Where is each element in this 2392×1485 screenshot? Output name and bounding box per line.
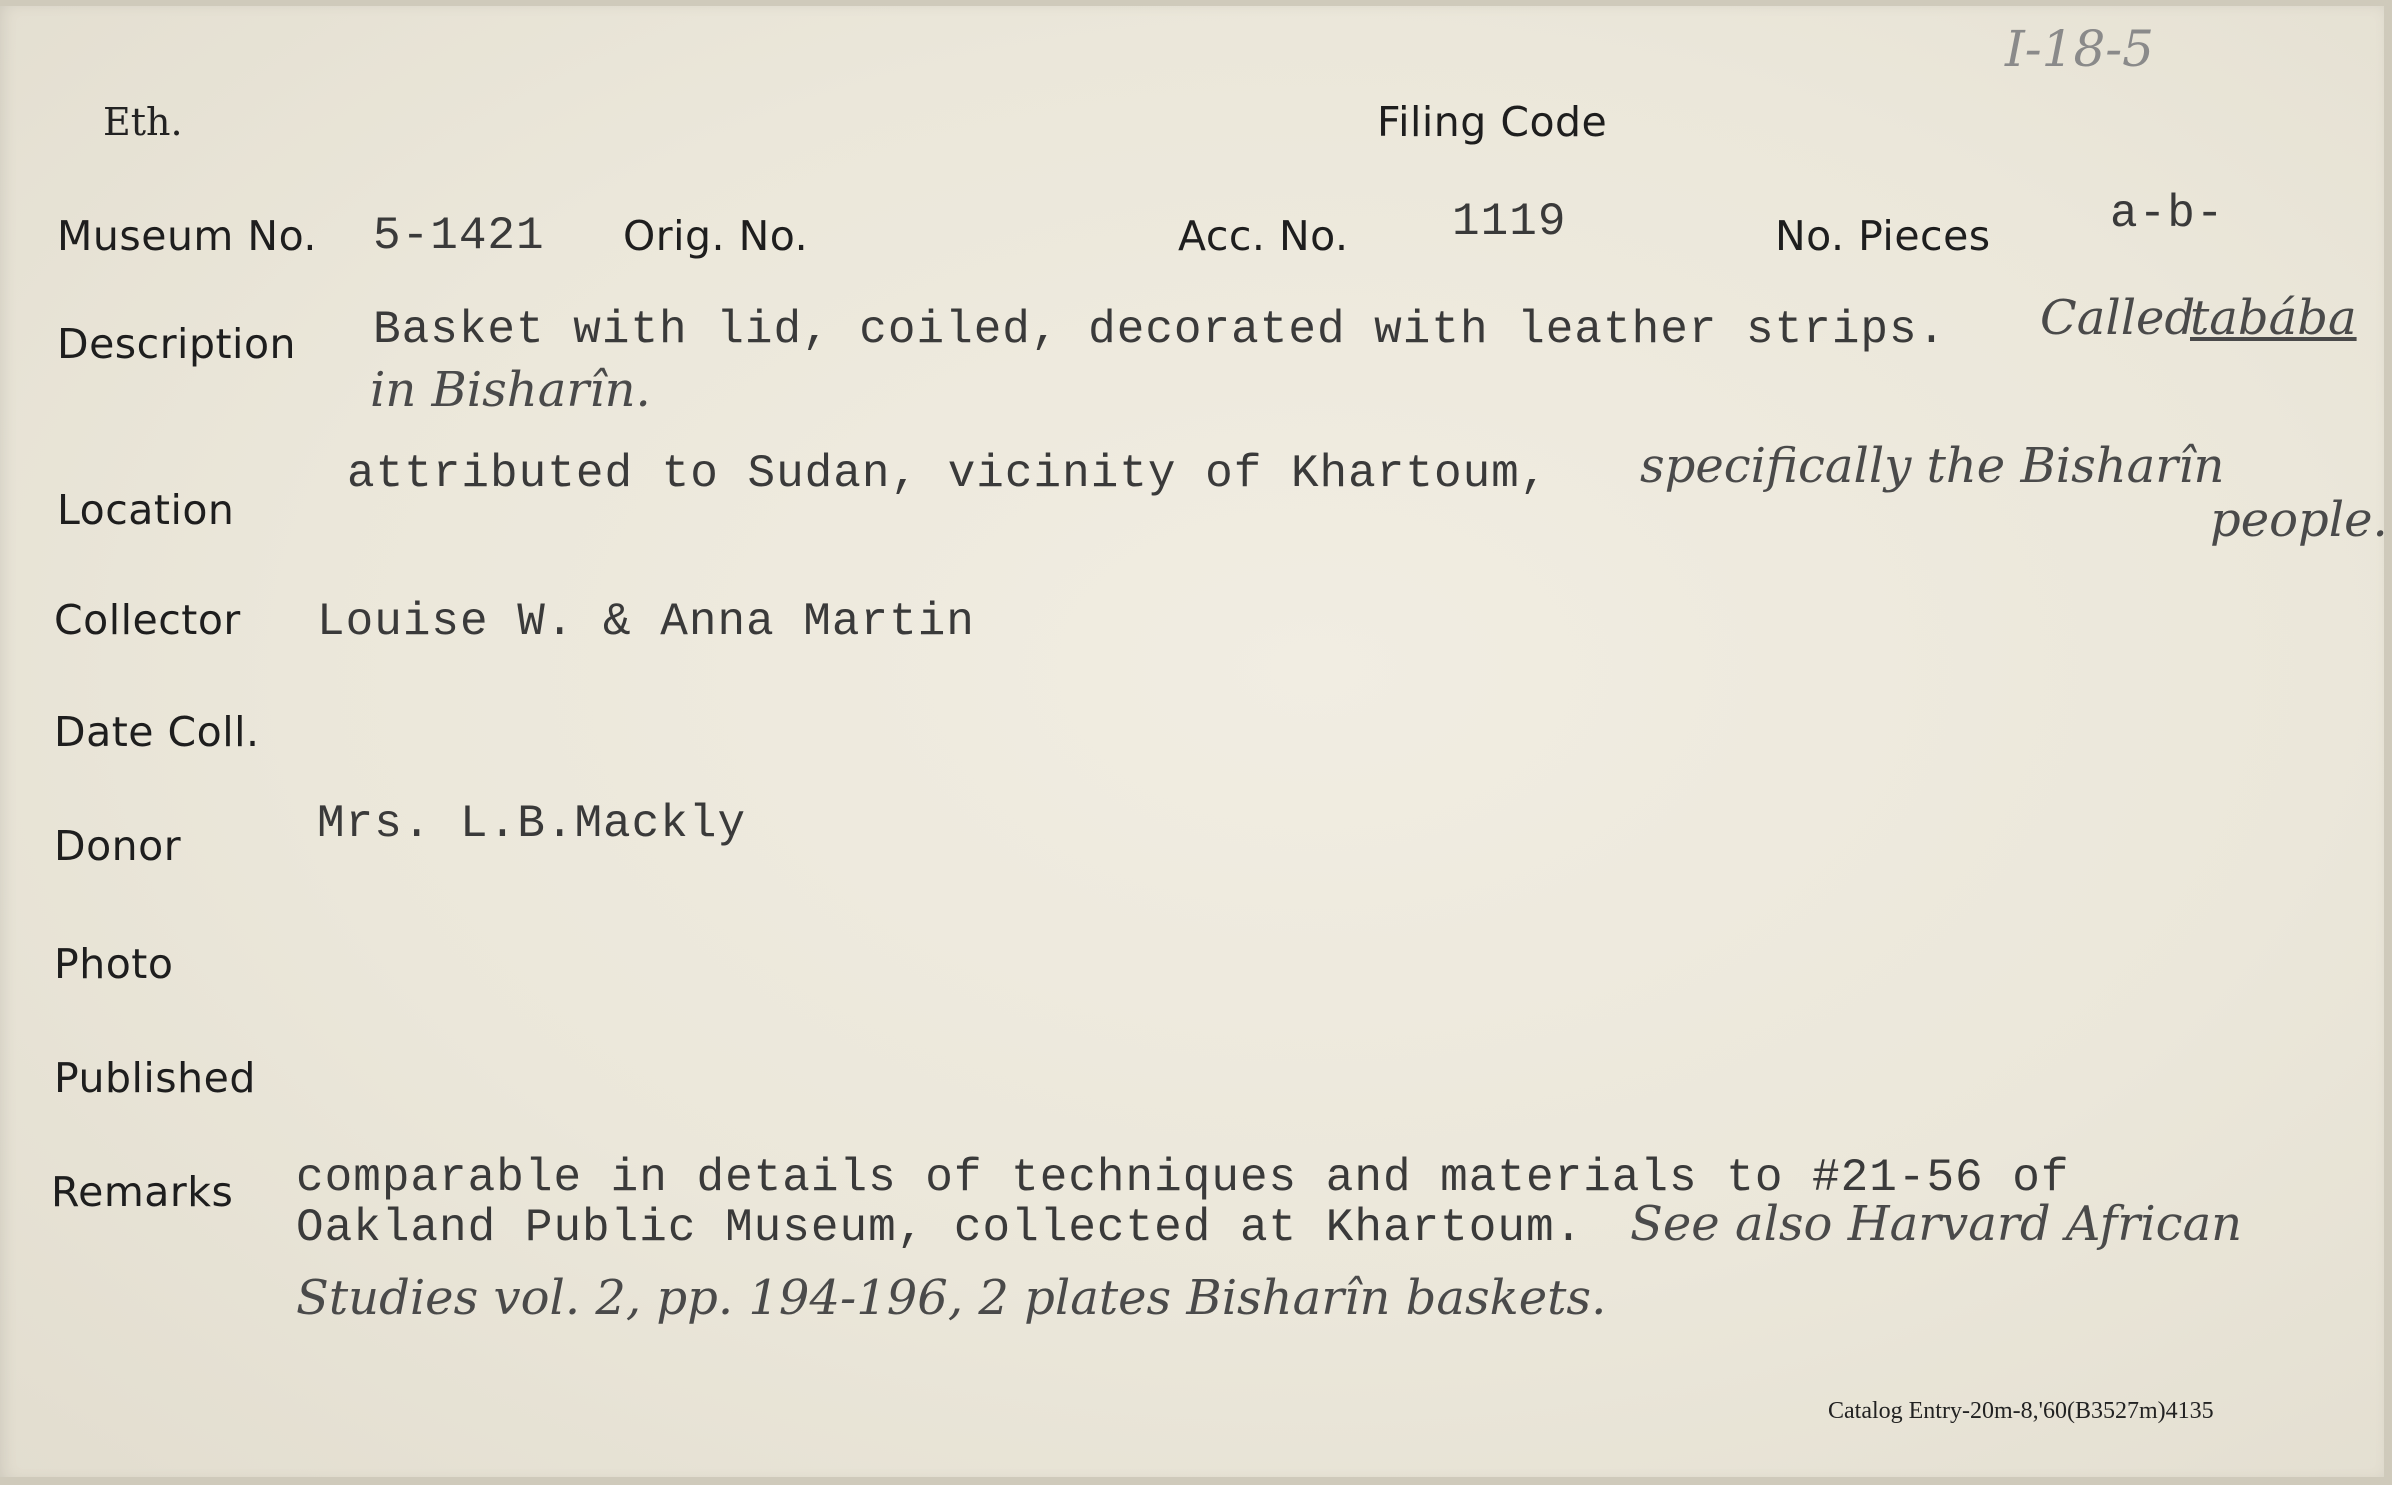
no-pieces-value: a-b-	[2110, 188, 2225, 240]
museum-no-value: 5-1421	[373, 210, 545, 262]
location-label: Location	[57, 486, 235, 534]
filing-code-value: I-18-5	[2005, 20, 2154, 78]
collector-value: Louise W. & Anna Martin	[317, 596, 975, 648]
section-label: Eth.	[103, 100, 183, 144]
museum-no-label: Museum No.	[57, 212, 317, 260]
orig-no-label: Orig. No.	[623, 212, 809, 260]
location-handwritten-1: specifically the Bisharîn	[1640, 438, 2225, 494]
card-edge-top	[0, 0, 2392, 6]
remarks-label: Remarks	[51, 1168, 234, 1216]
donor-value: Mrs. L.B.Mackly	[317, 798, 747, 850]
date-coll-label: Date Coll.	[54, 708, 260, 756]
remarks-handwritten-2: Studies vol. 2, pp. 194-196, 2 plates Bisharîn baskets.	[296, 1270, 1607, 1326]
catalog-footer: Catalog Entry-20m-8,'60(B3527m)4135	[1828, 1398, 2214, 1424]
no-pieces-label: No. Pieces	[1775, 212, 1991, 260]
card-edge-right	[2384, 0, 2392, 1485]
published-label: Published	[54, 1054, 256, 1102]
remarks-handwritten-1: See also Harvard African	[1630, 1196, 2243, 1252]
description-handwritten-3: in Bisharîn.	[370, 362, 651, 418]
filing-code-label: Filing Code	[1377, 98, 1608, 146]
description-handwritten-1: Called	[2040, 290, 2196, 346]
description-label: Description	[57, 320, 297, 368]
acc-no-value: 1119	[1452, 196, 1567, 248]
description-handwritten-2: tabába	[2190, 290, 2357, 346]
description-typed: Basket with lid, coiled, decorated with leather strips.	[373, 304, 1947, 356]
remarks-typed-2: Oakland Public Museum, collected at Khartoum.	[296, 1202, 1584, 1254]
card-edge-bottom	[0, 1477, 2392, 1485]
remarks-typed-1: comparable in details of techniques and materials to #21-56 of	[296, 1152, 2070, 1204]
photo-label: Photo	[54, 940, 174, 988]
collector-label: Collector	[54, 596, 241, 644]
location-handwritten-2: people.	[2210, 492, 2388, 548]
donor-label: Donor	[54, 822, 182, 870]
location-typed: attributed to Sudan, vicinity of Khartoum,	[347, 448, 1549, 500]
acc-no-label: Acc. No.	[1178, 212, 1349, 260]
